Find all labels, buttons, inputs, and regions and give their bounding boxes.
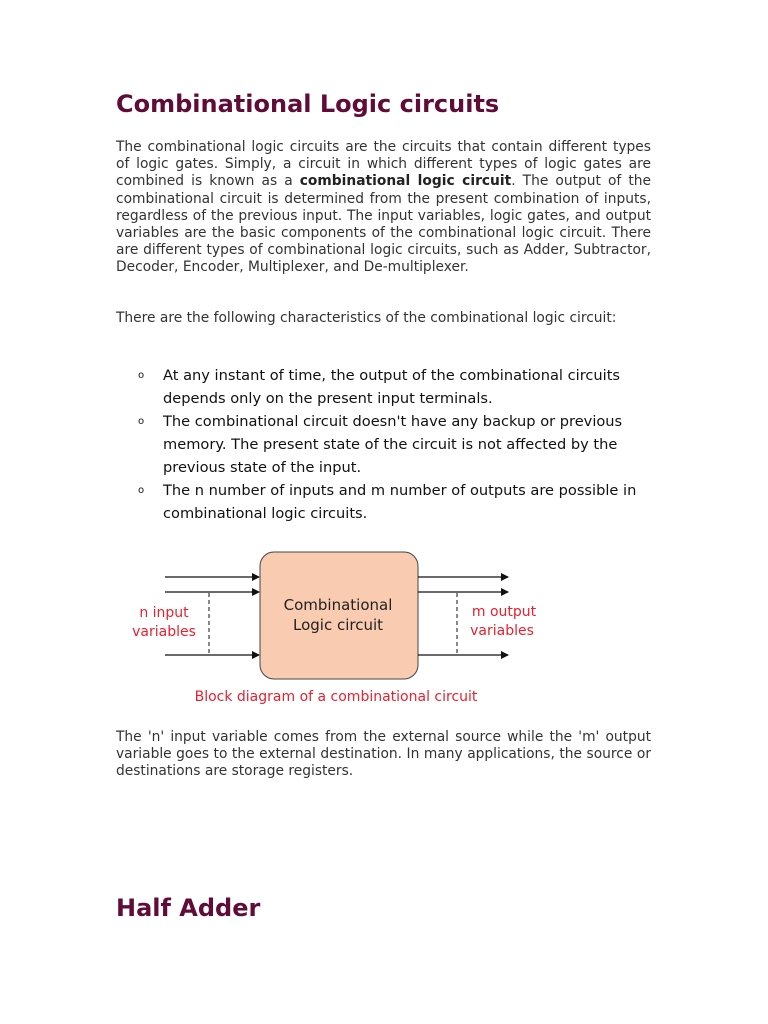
characteristics-list — [138, 364, 651, 525]
intro-bold-term: combinational logic circuit — [299, 173, 512, 190]
input-label-line1: n input — [139, 605, 189, 621]
list-item-text: The n number of inputs and m number of outputs are possible in combinational logic circuits. — [163, 482, 637, 522]
list-item-text: The combinational circuit doesn't have any backup or previous memory. The present state of the circuit is not affected by the previous state of the input. — [163, 413, 623, 476]
bullet-icon: o — [138, 485, 145, 496]
output-label-line1: m output — [471, 604, 537, 620]
list-item — [138, 410, 651, 479]
block-diagram-svg — [128, 545, 548, 715]
box-label-line1: Combinational — [283, 596, 393, 614]
list-item — [138, 479, 651, 525]
intro-text-start: The combinational logic circuits are the circuits that contain different types of logic gates. Simply, a circuit in which different types of logic gates are combined is known as a — [116, 139, 651, 190]
intro-text-end: . The output of the combinational circuit is determined from the present combination of inputs, regardless of the previous input. The input variables, logic gates, and output variables are the basic components of the combinational logic circuit. There are different types of combinational logic circuits, such as Adder, Subtractor, Decoder, Encoder, Multiplexer, and De-multiplexer. — [116, 173, 651, 276]
intro-paragraph — [116, 139, 651, 277]
list-item — [138, 364, 651, 410]
bullet-icon: o — [138, 416, 145, 427]
input-label-line2: variables — [132, 624, 196, 640]
characteristics-intro: There are the following characteristics of the combinational logic circuit: — [116, 310, 617, 326]
bullet-icon: o — [138, 370, 145, 381]
block-diagram — [128, 545, 548, 715]
diagram-caption: Block diagram of a combinational circuit — [194, 689, 478, 705]
list-item-text: At any instant of time, the output of the combinational circuits depends only on the present input terminals. — [163, 367, 621, 407]
closing-paragraph: The 'n' input variable comes from the external source while the 'm' output variable goes to the external destination. In many applications, the source or destinations are storage registers. — [116, 729, 651, 780]
box-label-line2: Logic circuit — [292, 616, 384, 634]
page-title: Combinational Logic circuits — [116, 90, 500, 118]
section-heading-half-adder: Half Adder — [116, 894, 261, 922]
output-label-line2: variables — [470, 623, 534, 639]
